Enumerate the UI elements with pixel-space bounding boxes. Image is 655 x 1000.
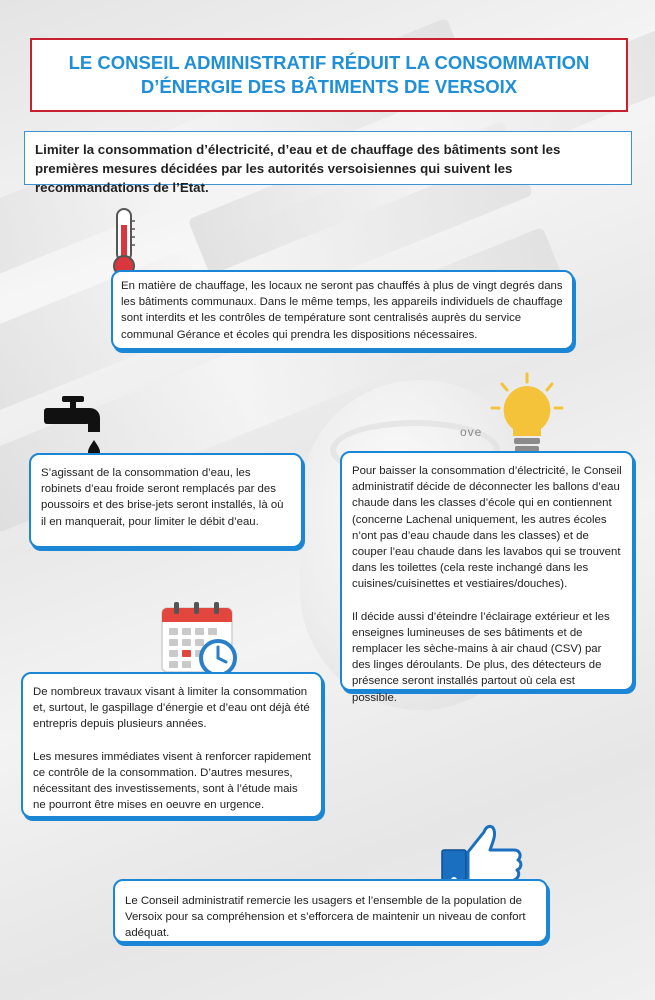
title-box: [30, 38, 628, 112]
lightbulb-icon: [488, 372, 566, 462]
water-card: [29, 453, 303, 548]
calendar-clock-icon: [160, 600, 240, 680]
electricity-text-1: Pour baisser la consommation d’électricité, le Conseil administratif décide de déconnecter les ballons d’eau chaude dans les classes d’école qui en contiennent (concerne Lachenal uniquement, les autres écoles n’ont pas d’eau chaude dans les classes) et de couper l’eau chaude dans les lavabos qui se trouvent dans les toilettes (cela reste inchangé dans les cuisines/cuisinettes et vestiaires/douches).: [352, 465, 622, 591]
thanks-card: [113, 879, 548, 943]
heating-text: En matière de chauffage, les locaux ne seront pas chauffés à plus de vingt degrés dans les bâtiments communaux. Dans le même temps, les appareils individuels de chauffage sont interdits et les contrôles de température sont centralisés auprès du service communal Gérance et écoles qui prendra les dispositions nécessaires.: [121, 280, 563, 341]
intro-text: Limiter la consommation d’électricité, d’eau et de chauffage des bâtiments sont les premières mesures décidées par les autorités versoisiennes qui suivent les recommandations de l’Etat.: [35, 142, 561, 195]
thermometer-icon: [110, 207, 138, 277]
page-title: LE CONSEIL ADMINISTRATIF RÉDUIT LA CONSOMMATION D’ÉNERGIE DES BÂTIMENTS DE VERSOIX: [68, 52, 590, 97]
faucet-icon: [44, 392, 104, 462]
works-card: [21, 672, 323, 818]
water-text: S’agissant de la consommation d’eau, les robinets d’eau froide seront remplacés par des poussoirs et des brise-jets seront installés, là où il en manquerait, pour limiter le débit d’eau.: [41, 467, 284, 528]
works-text-1: De nombreux travaux visant à limiter la consommation et, surtout, le gaspillage d’énergie et d’eau ont déjà été entrepris depuis plusieurs années.: [33, 686, 310, 731]
heating-card: [111, 270, 574, 350]
background-text: ove: [460, 425, 483, 439]
electricity-text-2: Il décide aussi d’éteindre l’éclairage extérieur et les enseignes lumineuses de ses bâtiments et de remplacer les sèche-mains à air chaud (CSV) par des linges déroulants. De plus, des détecteurs de présence seront installés partout où cela est possible.: [352, 610, 610, 704]
intro-box: [24, 131, 632, 195]
thanks-text: Le Conseil administratif remercie les usagers et l’ensemble de la population de Versoix pour sa compréhension et s’efforcera de maintenir un niveau de confort adéquat.: [125, 895, 526, 940]
works-text-2: Les mesures immédiates visent à renforcer rapidement ce contrôle de la consommation. D’autres mesures, nécessitant des investissements, sont à l’étude mais ne pourront être mises en oeuvre en urgence.: [33, 750, 311, 812]
electricity-card: [340, 451, 634, 704]
